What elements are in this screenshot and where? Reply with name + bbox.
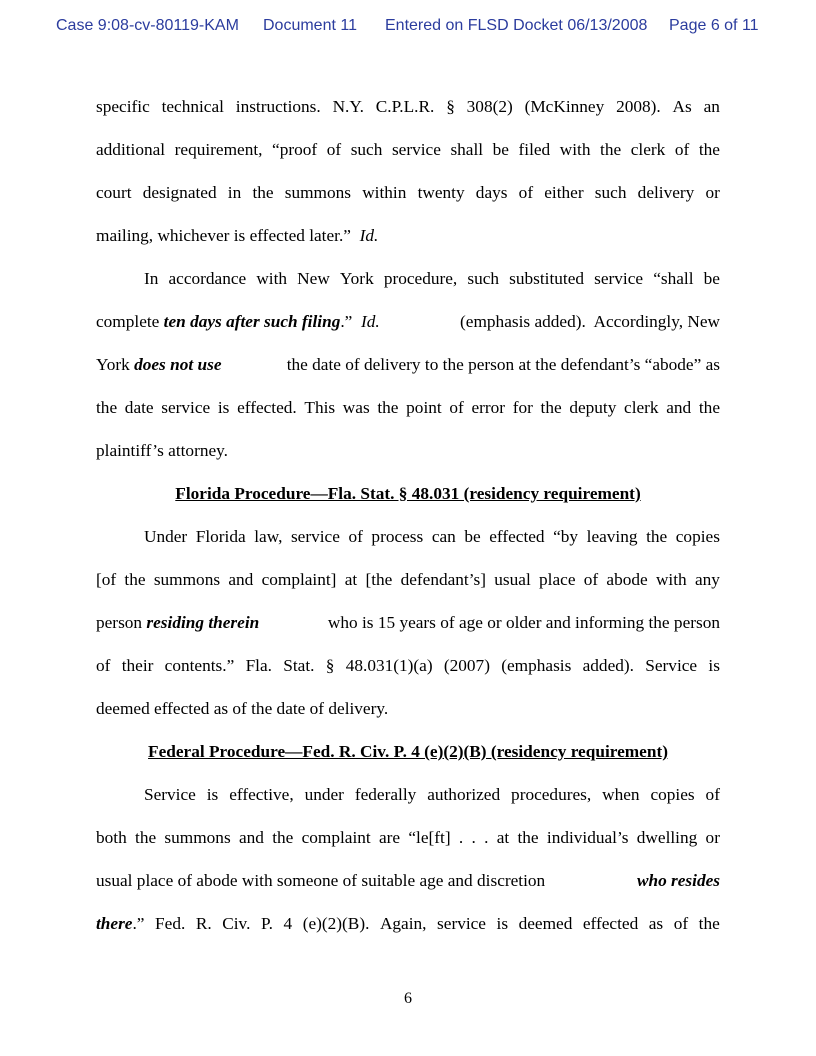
word: with (655, 570, 687, 589)
word: as (648, 914, 664, 933)
word: place (539, 570, 576, 589)
page-count: Page 6 of 11 (669, 17, 759, 34)
word: effected (489, 527, 545, 546)
case-number: Case 9:08-cv-80119-KAM (56, 17, 239, 34)
text-group (96, 343, 222, 386)
word: . (458, 828, 464, 847)
word: and (666, 398, 692, 417)
word: with (256, 269, 288, 288)
docket-entry-date: Entered on FLSD Docket 06/13/2008 (385, 17, 648, 34)
word: In (144, 269, 159, 288)
word: the (517, 828, 539, 847)
word: C.P.L.R. (375, 97, 435, 116)
word: service (161, 398, 211, 417)
text-line (96, 300, 720, 343)
word: [the (365, 570, 393, 589)
word: (emphasis (501, 656, 572, 675)
word: or (705, 828, 720, 847)
word: at (344, 570, 358, 589)
word: the (272, 828, 294, 847)
word: complaint (301, 828, 371, 847)
word: § (446, 97, 455, 116)
word: service (594, 269, 644, 288)
word: the (646, 527, 668, 546)
word: with (559, 140, 591, 159)
text-span: mailing, whichever is effected later.” (96, 226, 360, 245)
word: is (217, 398, 230, 417)
word: added). (582, 656, 634, 675)
word: the (698, 398, 720, 417)
word: accordance (168, 269, 247, 288)
word: the (600, 140, 622, 159)
word: effective, (229, 785, 294, 804)
word: Civ. (222, 914, 251, 933)
word: such (350, 140, 383, 159)
word: clerk (624, 398, 659, 417)
text-span (132, 902, 720, 945)
emphasis: ten days after such filing (163, 312, 341, 331)
word: (McKinney (524, 97, 605, 116)
word: of (348, 527, 363, 546)
word: of (674, 140, 690, 159)
text-span: .” (340, 312, 361, 331)
word: of (96, 656, 111, 675)
word: an (703, 97, 720, 116)
text-group (96, 601, 259, 644)
word: when (602, 785, 640, 804)
word: the (96, 398, 118, 417)
word: in (227, 183, 242, 202)
word: York (339, 269, 374, 288)
word: deputy (569, 398, 617, 417)
word: any (694, 570, 720, 589)
word: deemed (518, 914, 573, 933)
word: the (377, 398, 399, 417)
text-span: usual place of abode with someone of suitable age and discretion (96, 871, 550, 890)
text-span: person (96, 613, 147, 632)
citation-id: Id. (360, 312, 380, 331)
text-line (96, 816, 720, 859)
word: contents.” (164, 656, 235, 675)
word: 2008). (616, 97, 661, 116)
text-line (96, 601, 720, 644)
citation-id: Id. (359, 226, 379, 245)
word: at (496, 828, 510, 847)
text-span: (emphasis added). Accordingly, New (455, 312, 720, 331)
word: or (705, 183, 720, 202)
word: 308(2) (466, 97, 513, 116)
word: process (371, 527, 424, 546)
word: . (484, 828, 489, 847)
word: shall (450, 140, 484, 159)
word: specific (96, 97, 150, 116)
word: their (121, 656, 154, 675)
word: service (391, 140, 441, 159)
text-span: the date of delivery to the person at the defendant’s “abode” as (282, 355, 720, 374)
word: Florida (195, 527, 246, 546)
text-group (96, 300, 380, 343)
word: be (703, 269, 720, 288)
word: are (379, 828, 401, 847)
word: service (437, 914, 486, 933)
word: substituted (509, 269, 585, 288)
word: . (471, 828, 476, 847)
word: “le[ft] (408, 828, 451, 847)
word: Again, (379, 914, 427, 933)
word: Fla. (245, 656, 272, 675)
word: [of (96, 570, 117, 589)
word: and (238, 828, 264, 847)
word: instructions. (235, 97, 321, 116)
word: Stat. (283, 656, 315, 675)
word: “shall (653, 269, 694, 288)
word: law, (254, 527, 283, 546)
word: of (518, 183, 534, 202)
word: such (467, 269, 500, 288)
word: “by (553, 527, 579, 546)
word: of (673, 914, 689, 933)
word: the (135, 828, 157, 847)
word: point (406, 398, 442, 417)
word: Service (645, 656, 698, 675)
word: federally (354, 785, 417, 804)
word: defendant’s] (400, 570, 487, 589)
section-heading-florida: Florida Procedure—Fla. Stat. § 48.031 (residency requirement) (175, 484, 641, 503)
word: filed (518, 140, 551, 159)
word: and (228, 570, 254, 589)
word: the (252, 183, 274, 202)
word: procedures, (511, 785, 592, 804)
word: technical (161, 97, 224, 116)
text-line (96, 257, 720, 300)
text-line (96, 128, 720, 171)
word: summons (284, 183, 352, 202)
word: 48.031(1)(a) (345, 656, 433, 675)
word: summons (153, 570, 221, 589)
text-line: deemed effected as of the date of delivery. (96, 699, 389, 718)
text-line (96, 558, 720, 601)
word: the (698, 914, 720, 933)
word: leaving (586, 527, 638, 546)
word: effected (582, 914, 639, 933)
word: either (544, 183, 584, 202)
word: individual’s (546, 828, 629, 847)
word: is (708, 656, 720, 675)
word: N.Y. (332, 97, 364, 116)
text-line (96, 859, 720, 902)
word: dwelling (636, 828, 698, 847)
word: twenty (417, 183, 465, 202)
word: clerk (630, 140, 666, 159)
word: days (475, 183, 508, 202)
word: within (362, 183, 407, 202)
word: summons (164, 828, 231, 847)
word: Service (144, 785, 196, 804)
word: the (698, 140, 720, 159)
word: 4 (283, 914, 293, 933)
word: court (96, 183, 132, 202)
word: P. (260, 914, 273, 933)
text-line (96, 515, 720, 558)
word: be (492, 140, 509, 159)
text-line (96, 171, 720, 214)
word: New (297, 269, 330, 288)
emphasis: there (96, 914, 133, 933)
text-line (96, 386, 720, 429)
document-number: Document 11 (263, 17, 357, 34)
word: date (124, 398, 154, 417)
word: Under (144, 527, 188, 546)
word: service (290, 527, 340, 546)
word: abode (606, 570, 648, 589)
emphasis: who resides (636, 871, 720, 890)
word: procedure, (383, 269, 458, 288)
word: was (342, 398, 370, 417)
word: the (540, 398, 562, 417)
word: .” (132, 914, 145, 933)
word: of (705, 785, 720, 804)
word: delivery (637, 183, 695, 202)
text-line (96, 902, 720, 945)
word: of (326, 140, 342, 159)
emphasis: does not use (134, 355, 222, 374)
word: complaint] (261, 570, 337, 589)
word: effected. (237, 398, 297, 417)
word: such (594, 183, 627, 202)
word: R. (195, 914, 212, 933)
word: Fed. (155, 914, 186, 933)
word: requirement, (174, 140, 263, 159)
text-line (96, 644, 720, 687)
text-line (96, 773, 720, 816)
text-line (96, 85, 720, 128)
word: § (325, 656, 335, 675)
word: This (304, 398, 336, 417)
word: As (672, 97, 692, 116)
text-span: York (96, 355, 135, 374)
document-body (96, 85, 720, 945)
word: copies (650, 785, 695, 804)
section-heading-federal: Federal Procedure—Fed. R. Civ. P. 4 (e)(2)(B) (residency requirement) (148, 742, 668, 761)
word: (2007) (443, 656, 490, 675)
word: “proof (272, 140, 318, 159)
word: (e)(2)(B). (302, 914, 370, 933)
word: for (512, 398, 533, 417)
word: additional (96, 140, 166, 159)
word: is (496, 914, 509, 933)
text-line (96, 214, 720, 257)
word: copies (675, 527, 720, 546)
word: can (431, 527, 456, 546)
emphasis: residing therein (146, 613, 260, 632)
word: authorized (427, 785, 501, 804)
word: of (449, 398, 464, 417)
text-span: complete (96, 312, 164, 331)
word: the (124, 570, 146, 589)
word: designated (142, 183, 217, 202)
text-line: plaintiff’s attorney. (96, 441, 228, 460)
word: be (464, 527, 481, 546)
word: usual (494, 570, 531, 589)
word: both (96, 828, 127, 847)
word: is (206, 785, 219, 804)
page-number: 6 (404, 990, 412, 1007)
text-line (96, 343, 720, 386)
word: of (583, 570, 599, 589)
word: under (304, 785, 344, 804)
text-span: who is 15 years of age or older and informing the person (323, 613, 720, 632)
word: error (471, 398, 506, 417)
